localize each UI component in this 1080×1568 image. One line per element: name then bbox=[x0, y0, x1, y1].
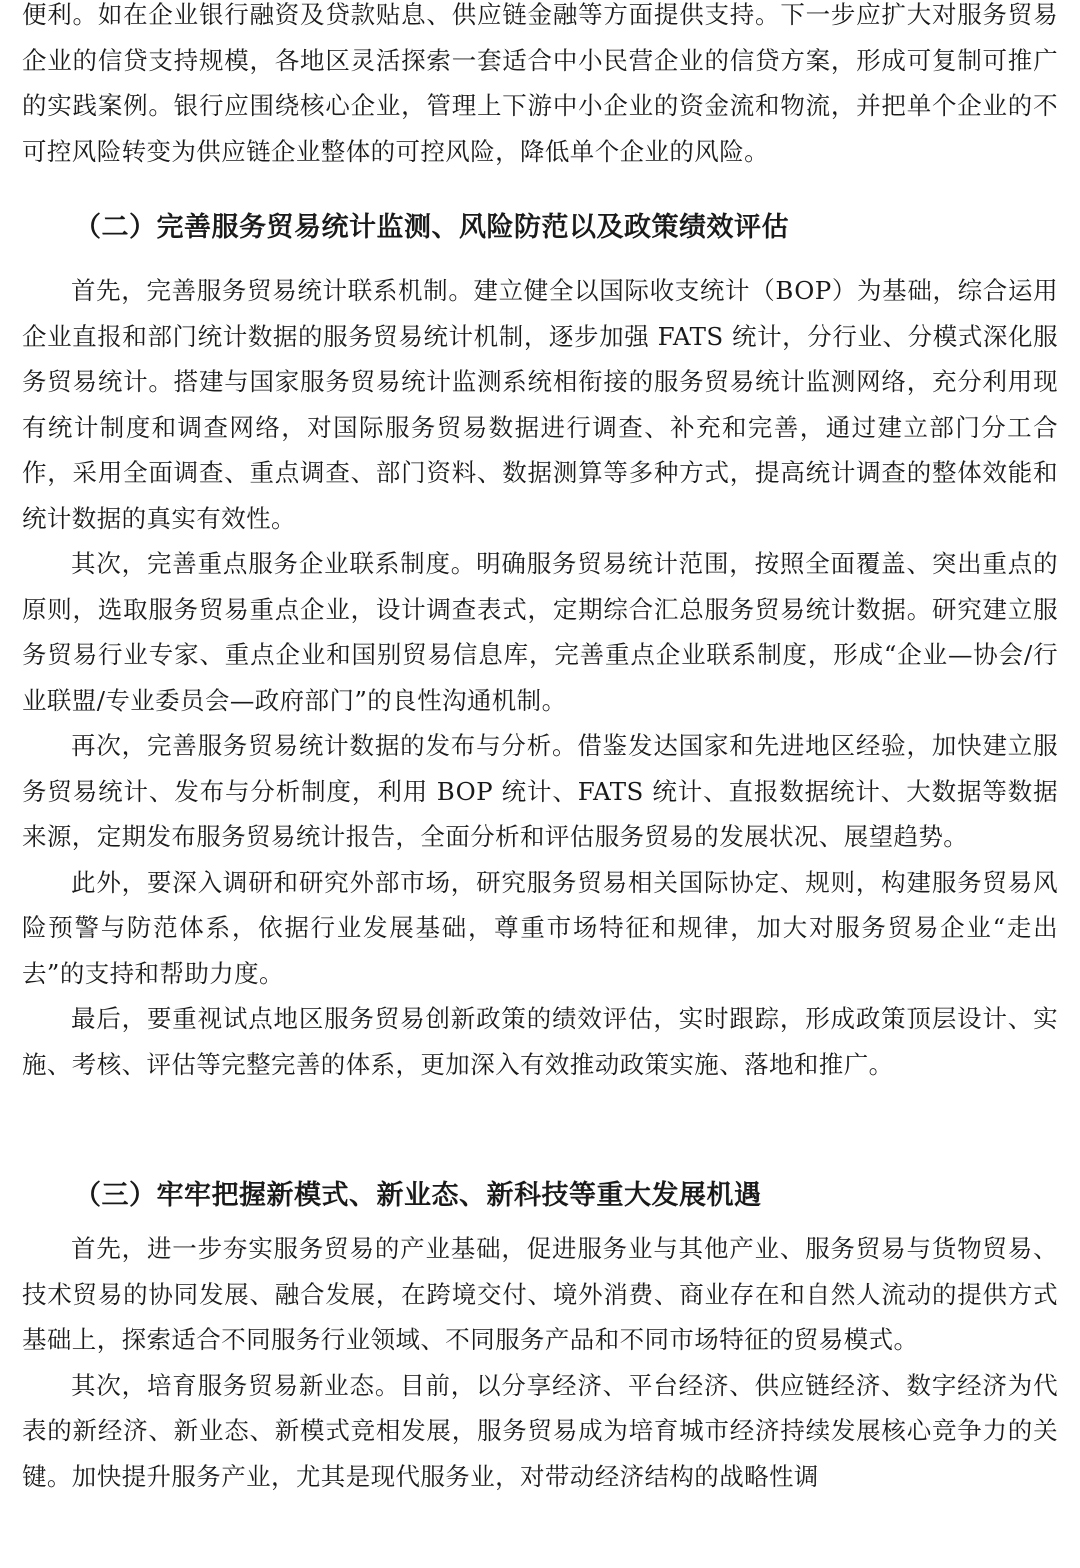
section-3-body bbox=[22, 1226, 1058, 1499]
paragraph-s3-2: 其次，培育服务贸易新业态。目前，以分享经济、平台经济、供应链经济、数字经济为代表的新经济、新业态、新模式竞相发展，服务贸易成为培育城市经济持续发展核心竞争力的关键。加快提升服务产业，尤其是现代服务业，对带动经济结构的战略性调 bbox=[22, 1370, 1058, 1491]
section-2-body bbox=[22, 268, 1058, 1087]
paragraph-s2-5: 最后，要重视试点地区服务贸易创新政策的绩效评估，实时跟踪，形成政策顶层设计、实施、考核、评估等完整完善的体系，更加深入有效推动政策实施、落地和推广。 bbox=[22, 1004, 1058, 1079]
paragraph-s2-2: 其次，完善重点服务企业联系制度。明确服务贸易统计范围，按照全面覆盖、突出重点的原则，选取服务贸易重点企业，设计调查表式，定期综合汇总服务贸易统计数据。研究建立服务贸易行业专家、重点企业和国别贸易信息库，完善重点企业联系制度，形成“企业—协会/行业联盟/专业委员会—政府部门”的良性沟通机制。 bbox=[22, 549, 1058, 715]
section-heading-2: （二）完善服务贸易统计监测、风险防范以及政策绩效评估 bbox=[74, 212, 789, 243]
section-heading-3: （三）牢牢把握新模式、新业态、新科技等重大发展机遇 bbox=[74, 1180, 762, 1211]
continuation-paragraph: 便利。如在企业银行融资及贷款贴息、供应链金融等方面提供支持。下一步应扩大对服务贸易企业的信贷支持规模，各地区灵活探索一套适合中小民营企业的信贷方案，形成可复制可推广的实践案例。银行应围绕核心企业，管理上下游中小企业的资金流和物流，并把单个企业的不可控风险转变为供应链企业整体的可控风险，降低单个企业的风险。 bbox=[22, 0, 1058, 166]
paragraph-s2-4: 此外，要深入调研和研究外部市场，研究服务贸易相关国际协定、规则，构建服务贸易风险预警与防范体系，依据行业发展基础，尊重市场特征和规律，加大对服务贸易企业“走出去”的支持和帮助力度。 bbox=[22, 867, 1058, 988]
paragraph-s3-1: 首先，进一步夯实服务贸易的产业基础，促进服务业与其他产业、服务贸易与货物贸易、技术贸易的协同发展、融合发展，在跨境交付、境外消费、商业存在和自然人流动的提供方式基础上，探索适合不同服务行业领域、不同服务产品和不同市场特征的贸易模式。 bbox=[22, 1234, 1058, 1354]
paragraph-s2-1: 首先，完善服务贸易统计联系机制。建立健全以国际收支统计（BOP）为基础，综合运用企业直报和部门统计数据的服务贸易统计机制，逐步加强 FATS 统计，分行业、分模式深化服务贸易统计。搭建与国家服务贸易统计监测系统相衔接的服务贸易统计监测网络，充分利用现有统计制度和调查网络，对国际服务贸易数据进行调查、补充和完善，通过建立部门分工合作，采用全面调查、重点调查、部门资料、数据测算等多种方式，提高统计调查的整体效能和统计数据的真实有效性。 bbox=[22, 276, 1058, 533]
paragraph-s2-3: 再次，完善服务贸易统计数据的发布与分析。借鉴发达国家和先进地区经验，加快建立服务贸易统计、发布与分析制度，利用 BOP 统计、FATS 统计、直报数据统计、大数据等数据来源，定期发布服务贸易统计报告，全面分析和评估服务贸易的发展状况、展望趋势。 bbox=[22, 731, 1058, 851]
